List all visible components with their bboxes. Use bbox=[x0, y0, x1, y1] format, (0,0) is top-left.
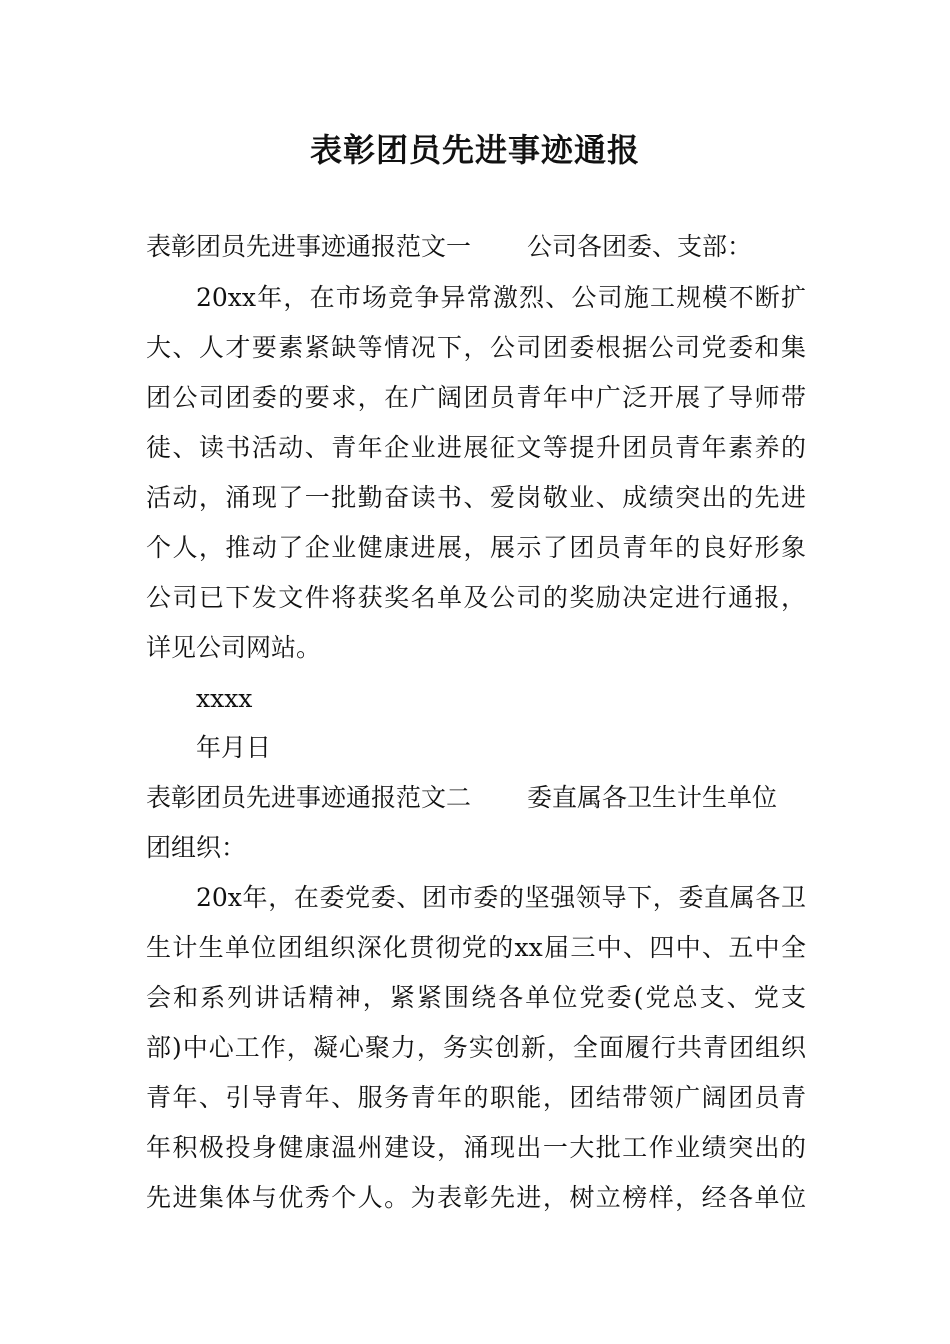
section2-paragraph-line: 部)中心工作，凝心聚力，务实创新，全面履行共青团组织 bbox=[146, 1033, 806, 1062]
section1-date: 年月日 bbox=[196, 733, 272, 762]
section1-paragraph-line: 大、人才要素紧缺等情况下，公司团委根据公司党委和集 bbox=[146, 333, 806, 362]
section1-paragraph-line: 活动，涌现了一批勤奋读书、爱岗敬业、成绩突出的先进 bbox=[146, 483, 806, 512]
section1-heading-line bbox=[146, 230, 806, 264]
section1-paragraph-line: 详见公司网站。 bbox=[146, 633, 322, 662]
section2-salutation-continued: 团组织： bbox=[146, 833, 247, 862]
document-title: 表彰团员先进事迹通报 bbox=[309, 131, 640, 169]
section1-paragraph-line: 徒、读书活动、青年企业进展征文等提升团员青年素养的 bbox=[146, 433, 806, 462]
section1-signature: xxxx bbox=[196, 684, 253, 713]
section2-paragraph-line: 20x年，在委党委、团市委的坚强领导下，委直属各卫 bbox=[196, 883, 806, 912]
section1-heading: 表彰团员先进事迹通报范文一 bbox=[146, 232, 472, 261]
section1-paragraph-line: 20xx年，在市场竞争异常激烈、公司施工规模不断扩 bbox=[196, 283, 806, 312]
section1-salutation: 公司各团委、支部： bbox=[527, 232, 753, 261]
section2-paragraph-line: 会和系列讲话精神，紧紧围绕各单位党委(党总支、党支 bbox=[146, 983, 806, 1012]
section2-paragraph-line: 年积极投身健康温州建设，涌现出一大批工作业绩突出的 bbox=[146, 1133, 806, 1162]
section2-paragraph-line: 青年、引导青年、服务青年的职能，团结带领广阔团员青 bbox=[146, 1083, 806, 1112]
section1-paragraph-line: 公司已下发文件将获奖名单及公司的奖励决定进行通报， bbox=[146, 583, 806, 612]
section2-paragraph-line: 生计生单位团组织深化贯彻党的xx届三中、四中、五中全 bbox=[146, 933, 806, 962]
section2-heading: 表彰团员先进事迹通报范文二 bbox=[146, 783, 472, 812]
section1-paragraph-line: 团公司团委的要求，在广阔团员青年中广泛开展了导师带 bbox=[146, 383, 806, 412]
section2-paragraph-line: 先进集体与优秀个人。为表彰先进，树立榜样，经各单位 bbox=[146, 1183, 806, 1212]
section2-salutation: 委直属各卫生计生单位 bbox=[527, 783, 778, 812]
section1-paragraph-line: 个人，推动了企业健康进展，展示了团员青年的良好形象 bbox=[146, 533, 806, 562]
section2-heading-line bbox=[146, 781, 806, 815]
